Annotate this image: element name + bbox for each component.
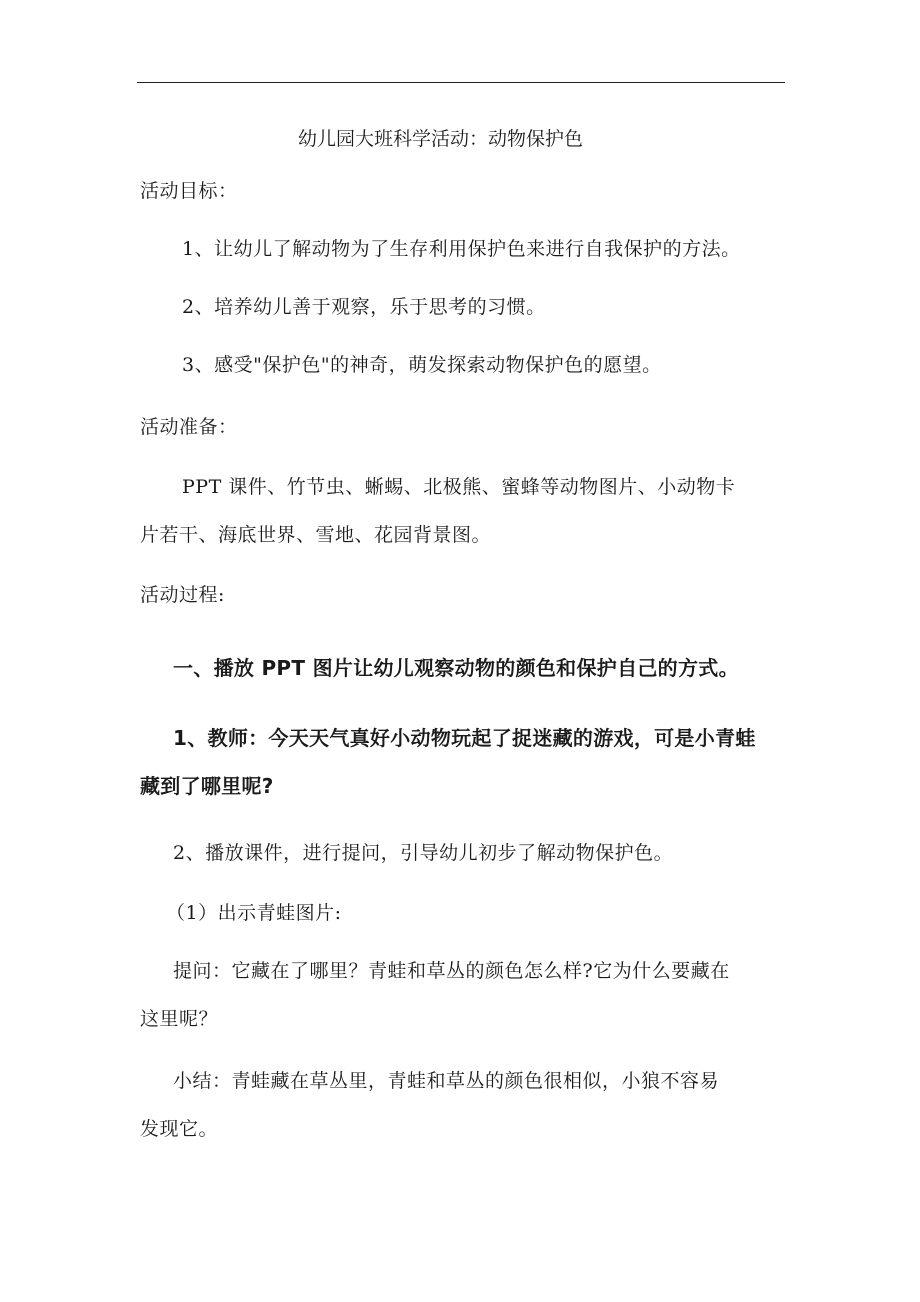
teacher-line-1: 1、教师：今天天气真好小动物玩起了捉迷藏的游戏，可是小青蛙	[173, 726, 756, 750]
goal-item-3: 3、感受"保护色"的神奇，萌发探索动物保护色的愿望。	[182, 354, 662, 376]
page-title: 幼儿园大班科学活动：动物保护色	[298, 128, 584, 150]
preparation-heading: 活动准备：	[140, 416, 238, 438]
frog-subheading: （1）出示青蛙图片:	[166, 902, 342, 924]
teacher-line-2: 藏到了哪里呢?	[140, 774, 274, 798]
goals-heading: 活动目标：	[140, 180, 238, 202]
summary-line-1: 小结：青蛙藏在草丛里，青蛙和草丛的颜色很相似，小狼不容易	[173, 1070, 720, 1092]
goal-item-2: 2、培养幼儿善于观察，乐于思考的习惯。	[182, 296, 546, 318]
question-line-1: 提问：它藏在了哪里？青蛙和草丛的颜色怎么样?它为什么要藏在	[173, 960, 730, 982]
summary-line-2: 发现它。	[140, 1118, 219, 1140]
question-line-2: 这里呢？	[140, 1008, 219, 1030]
preparation-line-2: 片若干、海底世界、雪地、花园背景图。	[140, 524, 492, 546]
goal-item-1: 1、让幼儿了解动物为了生存利用保护色来进行自我保护的方法。	[182, 238, 741, 260]
preparation-line-1: PPT 课件、竹节虫、蜥蜴、北极熊、蜜蜂等动物图片、小动物卡	[182, 476, 736, 498]
process-step-1: 一、播放 PPT 图片让幼儿观察动物的颜色和保护自己的方式。	[173, 656, 739, 680]
header-rule	[137, 82, 785, 83]
process-item-2: 2、播放课件，进行提问，引导幼儿初步了解动物保护色。	[173, 842, 674, 864]
process-heading: 活动过程:	[140, 584, 225, 606]
